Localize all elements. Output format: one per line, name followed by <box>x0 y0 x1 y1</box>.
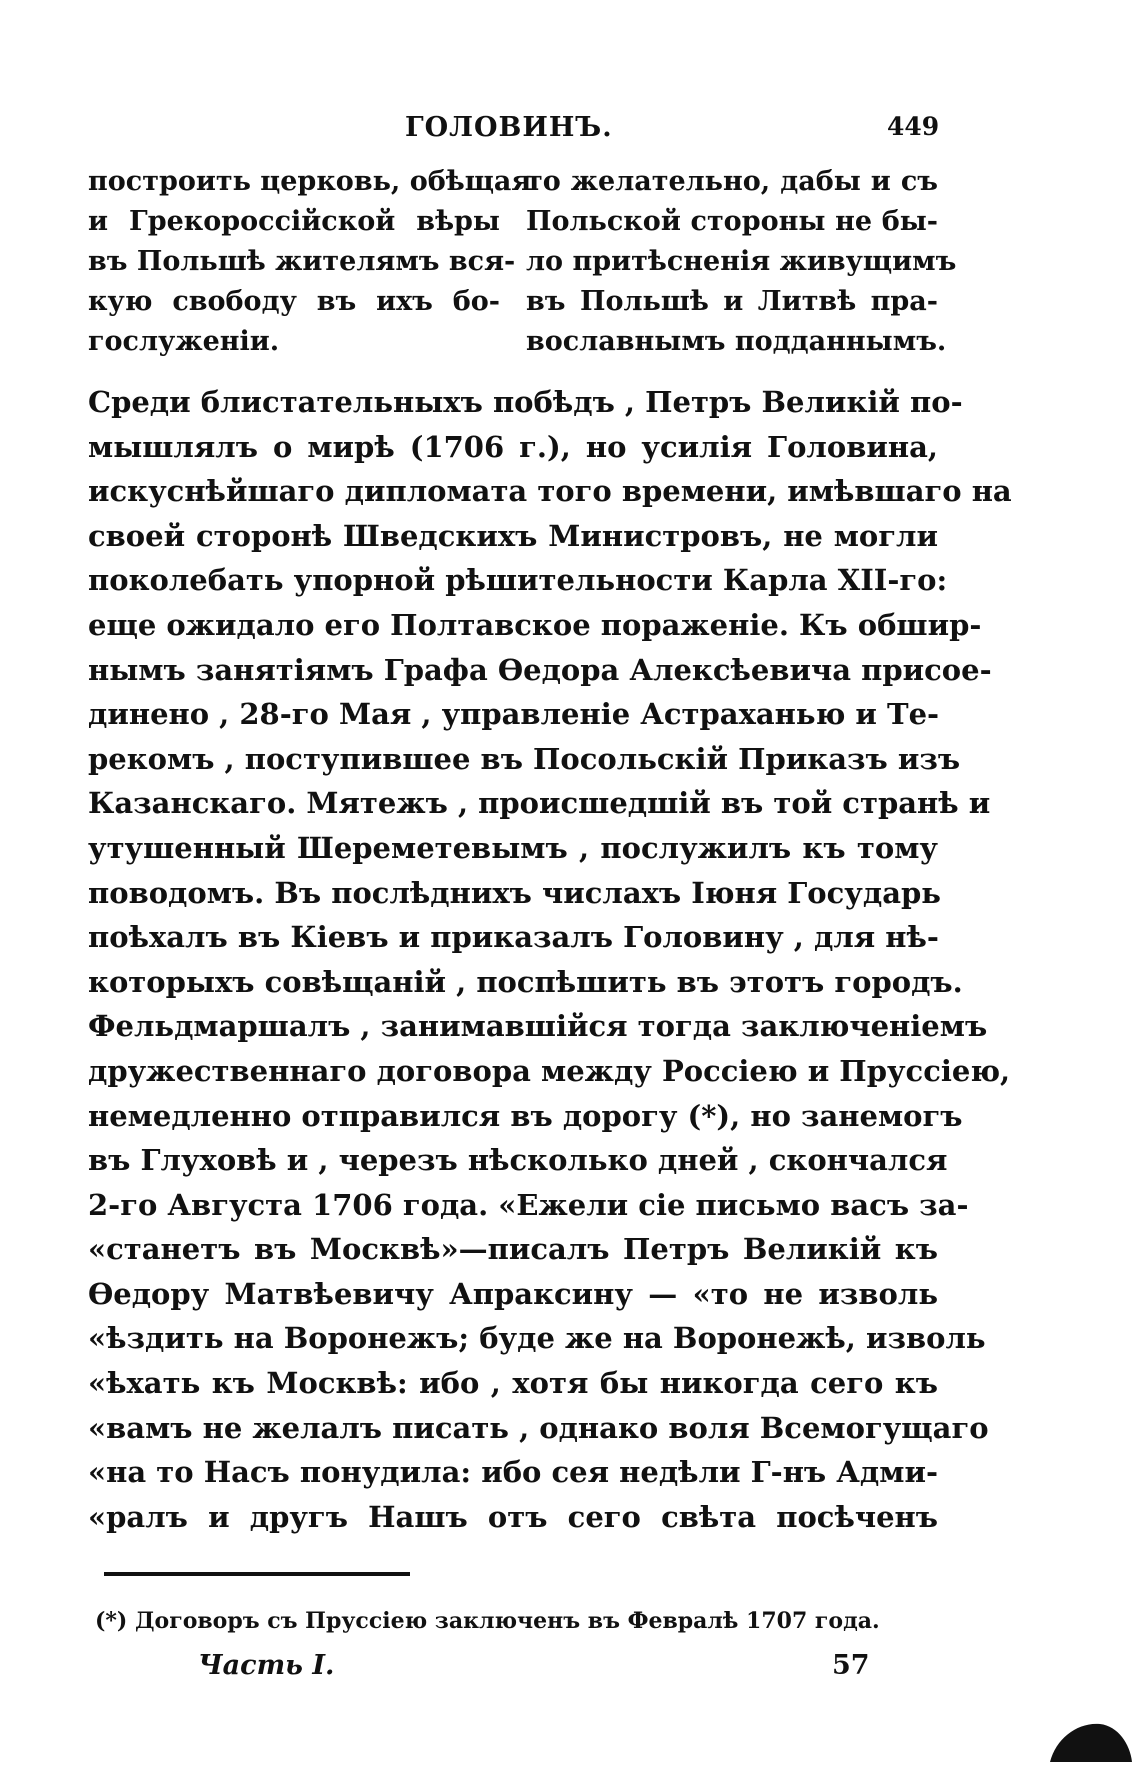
right-column <box>526 162 957 362</box>
two-column-quote <box>88 162 957 362</box>
right-column-line: то желательно, дабы и съ <box>526 166 938 197</box>
right-column-line: Польской стороны не бы- <box>526 206 938 237</box>
body-line: поѣхалъ въ Кіевъ и приказалъ Головину , для нѣ- <box>88 920 939 955</box>
body-line: нымъ занятіямъ Графа Ѳедора Алексѣевича присое- <box>88 652 992 687</box>
body-line: «ѣхать къ Москвѣ: ибо , хотя бы никогда сего къ <box>88 1366 938 1401</box>
body-line: рекомъ , поступившее въ Посольскій Приказъ изъ <box>88 741 961 776</box>
body-line: «станетъ въ Москвѣ»—писалъ Петръ Великій къ <box>88 1232 938 1267</box>
body-line: поводомъ. Въ послѣднихъ числахъ Іюня Государь <box>88 875 941 910</box>
body-line: Среди блистательныхъ побѣдъ , Петръ Великій по- <box>88 385 963 419</box>
sheet-number: 57 <box>832 1650 870 1681</box>
body-line: «на то Насъ понудила: ибо сея недѣли Г-нъ Адми- <box>88 1455 938 1490</box>
left-column <box>88 162 532 362</box>
body-line: Ѳедору Матвѣевичу Апраксину — «то не изволь <box>88 1276 938 1311</box>
body-line: которыхъ совѣщаній , поспѣшить въ этотъ городъ. <box>88 964 963 999</box>
body-line: своей сторонѣ Шведскихъ Министровъ, не могли <box>88 518 938 553</box>
body-line: «ралъ и другъ Нашъ отъ сего свѣта посѣченъ <box>88 1499 938 1534</box>
body-line: еще ожидало его Полтавское пораженіе. Къ обшир- <box>88 607 982 642</box>
body-line: динено , 28-го Мая , управленіе Астраханью и Те- <box>88 697 940 732</box>
body-line: Фельдмаршалъ , занимавшійся тогда заключеніемъ <box>88 1009 988 1044</box>
footnote: (*) Договоръ съ Пруссіею заключенъ въ Февралѣ 1707 года. <box>95 1608 880 1634</box>
footnote-rule <box>104 1572 410 1576</box>
left-column-line: въ Польшѣ жителямъ вся- <box>88 246 516 277</box>
running-head: ГОЛОВИНЪ. <box>405 112 613 143</box>
page-header <box>0 112 1140 152</box>
body-line: въ Глуховѣ и , черезъ нѣсколько дней , скончался <box>88 1143 948 1178</box>
body-line: поколебать упорной рѣшительности Карла XII-го: <box>88 563 948 598</box>
page-number: 449 <box>887 112 940 141</box>
body-line: Казанскаго. Мятежъ , происшедшій въ той странѣ и <box>88 786 991 821</box>
body-line: искуснѣйшаго дипломата того времени, имѣвшаго на <box>88 474 1012 509</box>
right-column-line: вославнымъ подданнымъ. <box>526 326 947 357</box>
right-column-line: въ Польшѣ и Литвѣ пра- <box>526 286 938 317</box>
left-column-line: гослуженіи. <box>88 326 280 357</box>
left-column-line: и Грекороссійской вѣры <box>88 206 500 237</box>
body-line: немедленно отправился въ дорогу (*), но занемогъ <box>88 1098 963 1133</box>
page-corner-blot-icon <box>1048 1718 1133 1766</box>
right-column-line: ло притѣсненія живущимъ <box>526 246 957 277</box>
left-column-line: построить церковь, обѣщая <box>88 166 532 197</box>
left-column-line: кую свободу въ ихъ бо- <box>88 286 500 317</box>
body-line: утушенный Шереметевымъ , послужилъ къ тому <box>88 830 938 865</box>
signature-mark: Часть I. <box>198 1650 335 1681</box>
body-line: «ѣздить на Воронежъ; буде же на Воронежѣ, изволь <box>88 1321 986 1356</box>
body-text <box>88 380 1012 1539</box>
body-line: дружественнаго договора между Россіею и Пруссіею, <box>88 1053 1011 1088</box>
body-line: 2-го Августа 1706 года. «Ежели сіе письмо васъ за- <box>88 1187 969 1222</box>
body-line: «вамъ не желалъ писать , однако воля Всемогущаго <box>88 1410 989 1445</box>
body-line: мышлялъ о мирѣ (1706 г.), но усилія Головина, <box>88 429 938 464</box>
